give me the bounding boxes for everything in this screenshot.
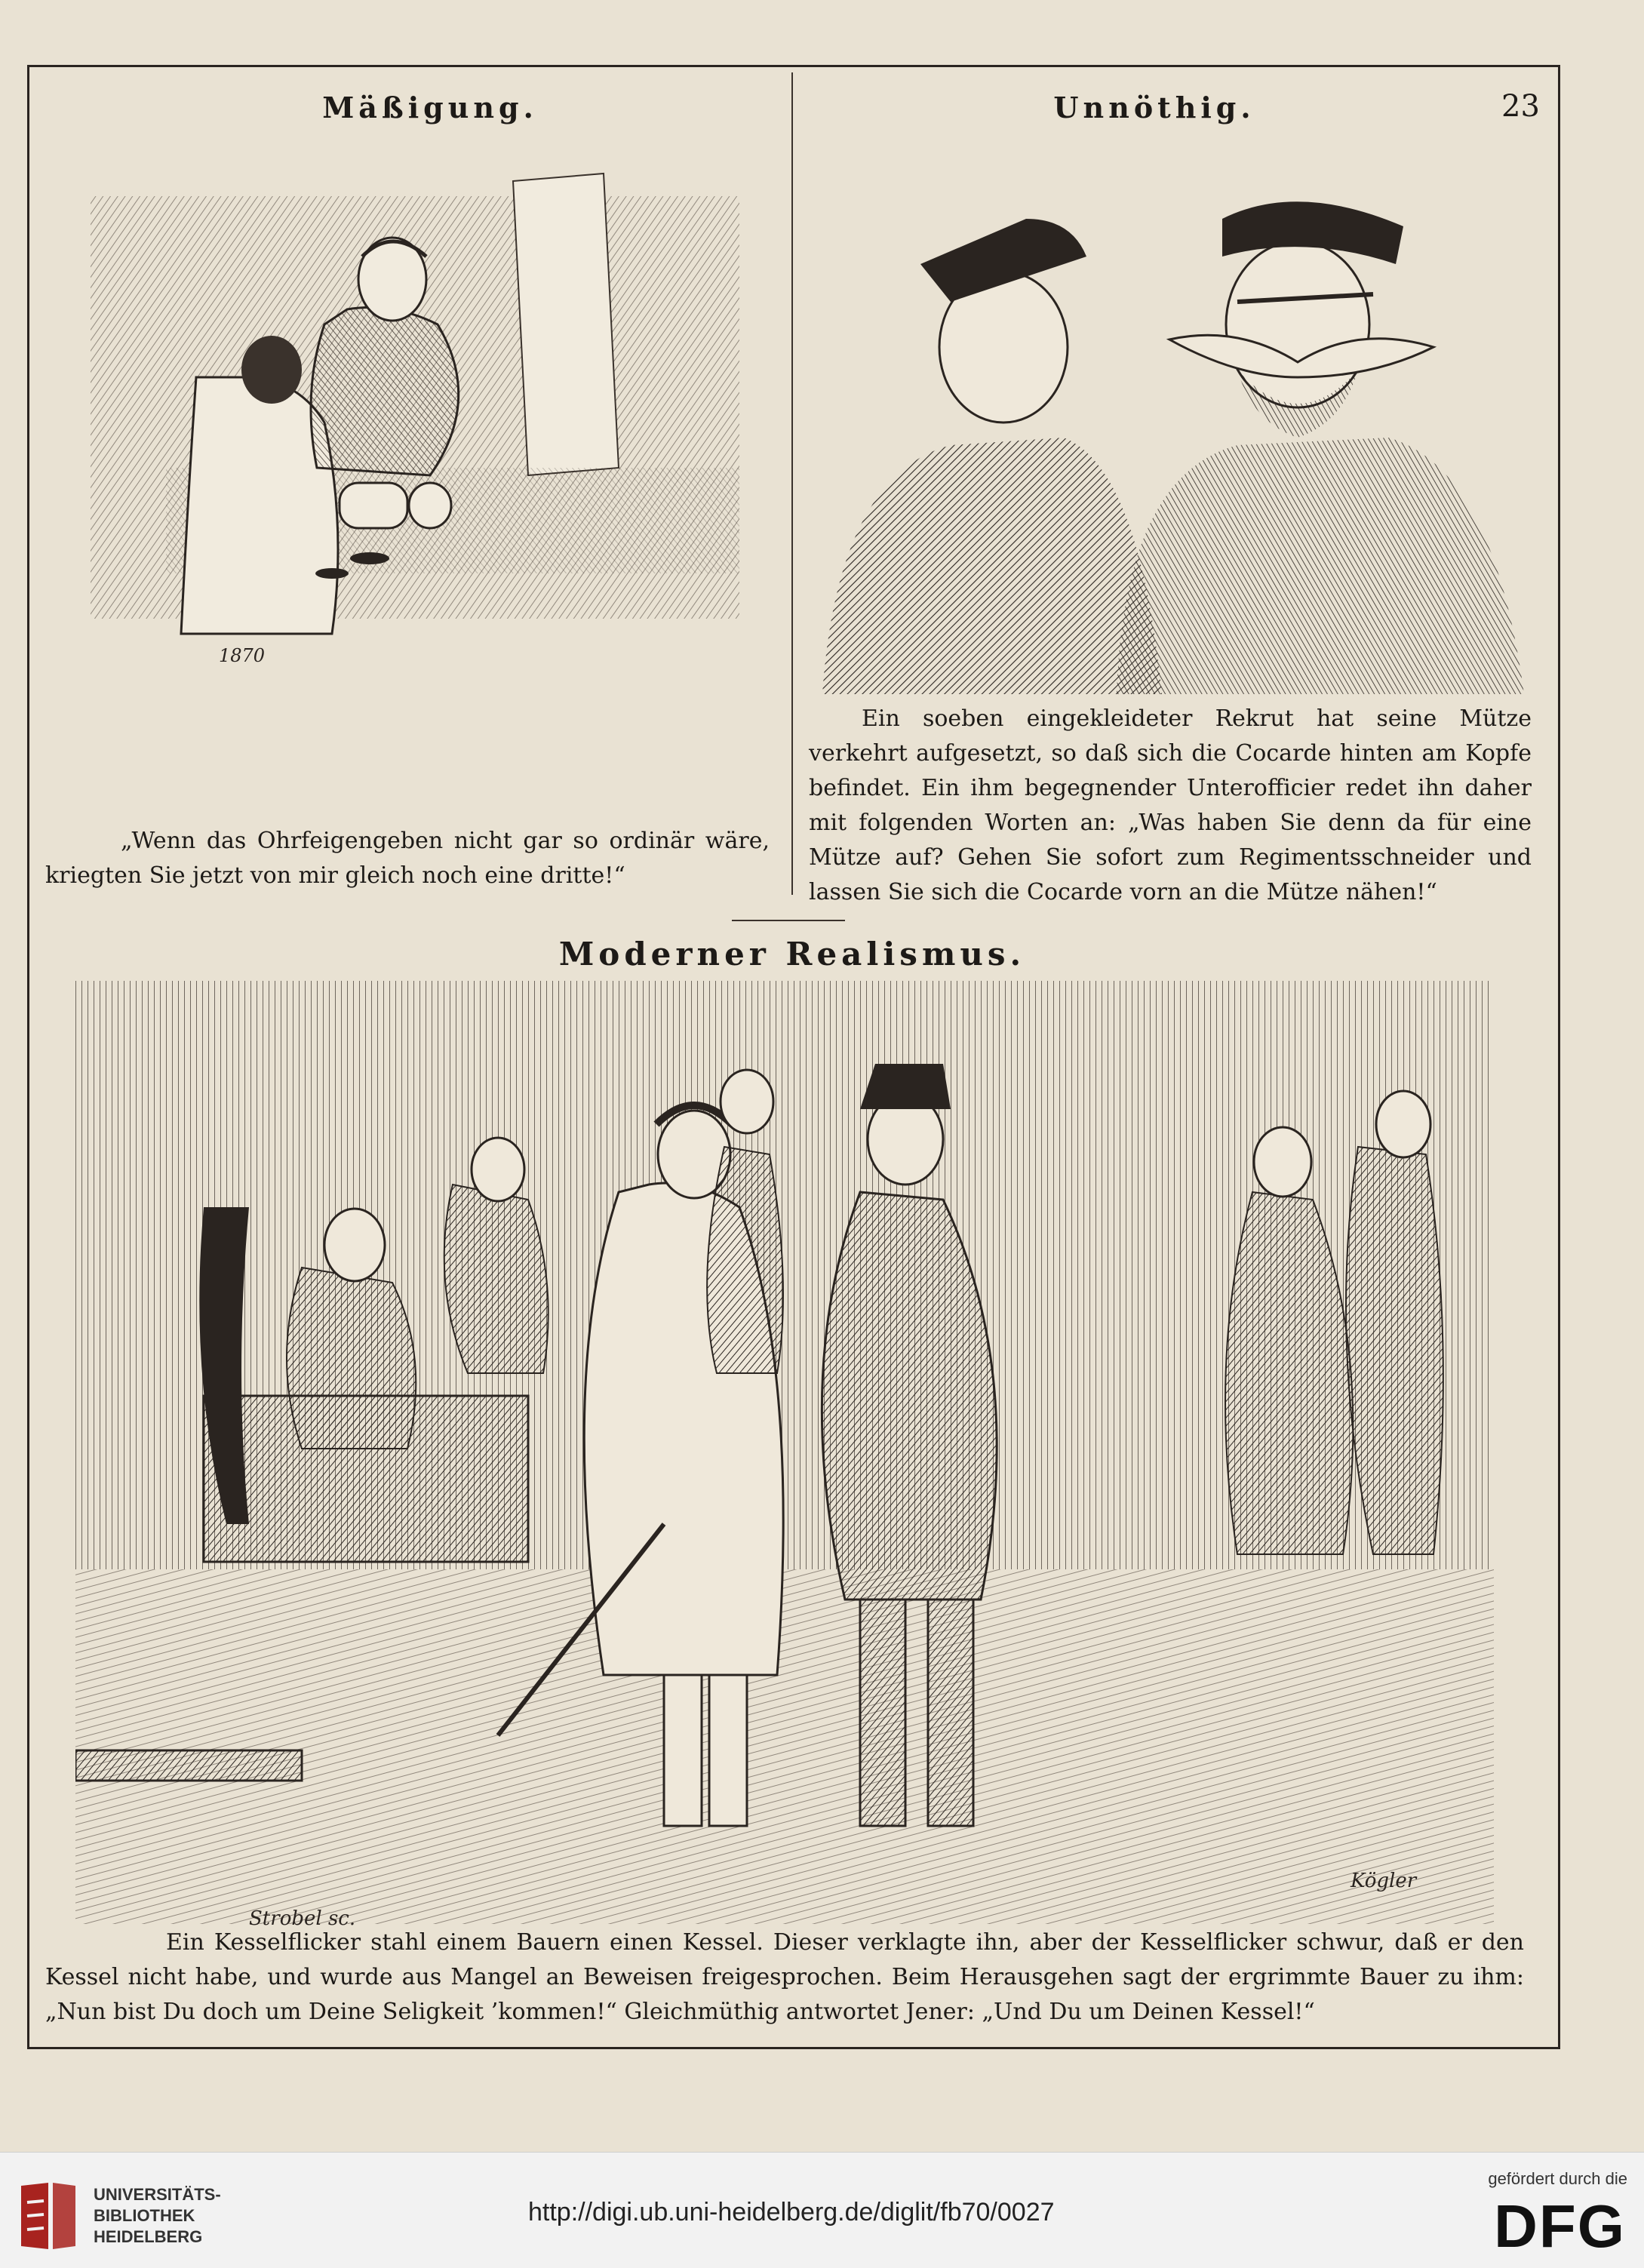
digital-library-footer [0,2152,1644,2268]
permalink-url[interactable]: http://digi.ub.uni-heidelberg.de/diglit/fb70/0027 [528,2198,1055,2227]
library-name-line-2: BIBLIOTHEK [94,2206,195,2225]
library-name-line-1: UNIVERSITÄTS- [94,2185,221,2204]
section-divider-rule [732,920,845,921]
caption-moderner-realismus: Ein Kesselflicker stahl einem Bauern einen Kessel. Dieser verklagte ihn, aber der Kesselflicker schwur, daß er den Kessel nicht habe, und wurde aus Mangel an Beweisen freigesprochen. Beim Herausgehen sagt der ergrimmte Bauer zu ihm: „Nun bist Du doch um Deine Seligkeit ’kommen!“ Gleichmüthig antwortet Jener: „Und Du um Deinen Kessel!“ [45,1929,1524,2025]
column-divider [791,72,793,895]
engraver-signature-bottom-left: Strobel sc. [249,1907,356,1930]
university-library-logo-icon[interactable] [18,2180,78,2252]
illustration-maessigung [75,151,754,785]
engraving-two-soldiers [815,151,1539,694]
dfg-logo[interactable]: DFG [1494,2193,1626,2260]
engraver-signature-left: 1870 [219,645,266,666]
illustration-moderner-realismus [75,981,1494,1924]
engraving-two-men-at-table [75,151,754,785]
heading-unnoethig: Unnöthig. [1053,91,1255,124]
artist-signature-bottom-right: Kögler [1351,1870,1417,1892]
library-name-line-3: HEIDELBERG [94,2227,203,2246]
page-number: 23 [1501,89,1540,124]
heading-maessigung: Mäßigung. [322,91,538,124]
sponsor-label: gefördert durch die [1488,2169,1627,2188]
caption-unnoethig: Ein soeben eingekleideter Rekrut hat seine Mütze verkehrt aufgesetzt, so daß sich die Cocarde hinten am Kopfe befindet. Ein ihm begegnender Unterofficier redet ihn daher mit folgenden Worten an: „Was haben Sie denn da für eine Mütze auf? Gehen Sie sofort zum Regimentsschneider und lassen Sie sich die Cocarde vorn an die Mütze nähen!“ [809,705,1532,905]
heading-moderner-realismus: Moderner Realismus. [558,936,1026,973]
illustration-unnoethig [815,151,1539,694]
caption-maessigung: „Wenn das Ohrfeigengeben nicht gar so ordinär wäre, kriegten Sie jetzt von mir gleich noch eine dritte!“ [45,828,770,889]
university-library-name[interactable] [94,2184,221,2248]
engraving-courtroom-scene [75,981,1494,1924]
